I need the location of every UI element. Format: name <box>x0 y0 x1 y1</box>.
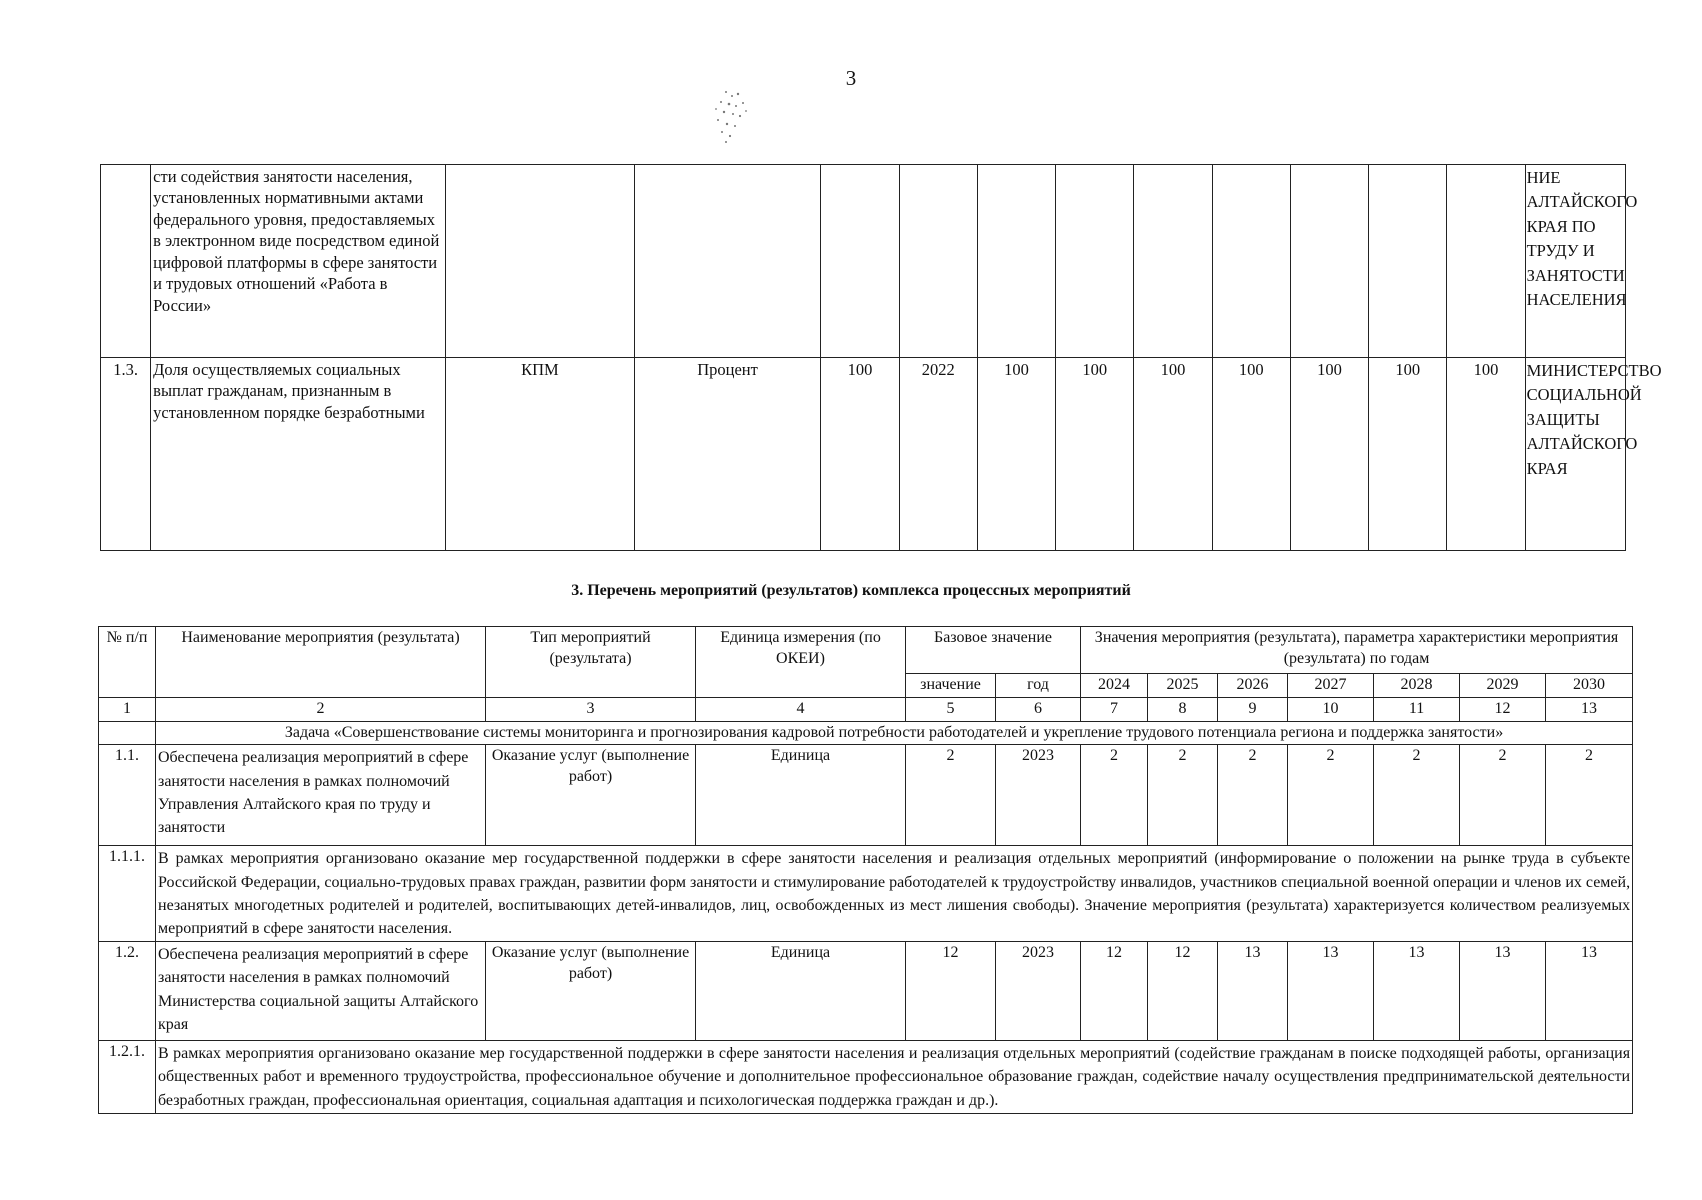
header-year-2028: 2028 <box>1374 674 1460 698</box>
item-value-2030: 2 <box>1546 745 1633 846</box>
header-name: Наименование мероприятия (результата) <box>156 627 486 698</box>
value-2027 <box>1212 165 1290 358</box>
column-number: 6 <box>996 697 1081 721</box>
header-num: № п/п <box>99 627 156 698</box>
value-2024: 100 <box>977 358 1055 551</box>
column-number: 2 <box>156 697 486 721</box>
table-row <box>99 745 1633 846</box>
indicator-name: Доля осуществляемых социальных выплат гражданам, признанным в установленном порядке безработными <box>151 358 446 551</box>
column-number: 13 <box>1546 697 1633 721</box>
indicator-name: сти содействия занятости населения, установленных нормативными актами федерального уровня, предоставляемых в электронном виде посредством единой цифровой платформы в сфере занятости и трудовых отношений «Работа в России» <box>151 165 446 358</box>
stamp-dots <box>696 84 766 154</box>
item-base-value: 12 <box>906 942 996 1041</box>
item-value-2025: 2 <box>1148 745 1218 846</box>
header-year-2024: 2024 <box>1081 674 1148 698</box>
item-number: 1.2. <box>99 942 156 1041</box>
item-type: Оказание услуг (выполнение работ) <box>486 745 696 846</box>
header-values: Значения мероприятия (результата), параметра характеристики мероприятия (результата) по годам <box>1081 627 1633 674</box>
description-text: В рамках мероприятия организовано оказание мер государственной поддержки в сфере занятости населения и реализация отдельных мероприятий (информирование о положении на рынке труда в субъекте Российской Федерации, социально-трудовых правах граждан, развитии форм занятости и стимулирование работодателей к трудоустройству инвалидов, участников специальной военной операции и членов их семей, незанятых многодетных родителей и родителей, воспитывающих детей-инвалидов, лиц, освобожденных из мест лишения свободы). Значение мероприятия (результата) характеризуется количеством реализуемых мероприятий в сфере занятости населения. <box>156 846 1633 942</box>
item-number: 1.1. <box>99 745 156 846</box>
item-value-2027: 13 <box>1288 942 1374 1041</box>
description-text: В рамках мероприятия организовано оказание мер государственной поддержки в сфере занятости населения и реализация отдельных мероприятий (содействие гражданам в поиске подходящей работы, организация общественных работ и временного трудоустройства, профессиональное обучение и дополнительное профессиональное образование граждан, содействие началу осуществления предпринимательской деятельности безработных граждан, профессиональная ориентация, социальная адаптация и психологическая поддержка граждан и др.). <box>156 1041 1633 1114</box>
description-number: 1.1.1. <box>99 846 156 942</box>
column-number: 1 <box>99 697 156 721</box>
indicator-unit <box>634 165 821 358</box>
row-number: 1.3. <box>101 358 151 551</box>
item-value-2024: 12 <box>1081 942 1148 1041</box>
item-value-2030: 13 <box>1546 942 1633 1041</box>
description-number: 1.2.1. <box>99 1041 156 1114</box>
item-value-2026: 2 <box>1218 745 1288 846</box>
item-value-2025: 12 <box>1148 942 1218 1041</box>
header-base-value: значение <box>906 674 996 698</box>
task-title: Задача «Совершенствование системы мониторинга и прогнозирования кадровой потребности работодателей и укрепление трудового потенциала региона и поддержка занятости» <box>156 721 1633 745</box>
item-name: Обеспечена реализация мероприятий в сфере занятости населения в рамках полномочий Министерства социальной защиты Алтайского края <box>156 942 486 1041</box>
base-value: 100 <box>821 358 899 551</box>
value-2025: 100 <box>1056 358 1134 551</box>
header-year-2025: 2025 <box>1148 674 1218 698</box>
section-title: 3. Перечень мероприятий (результатов) комплекса процессных мероприятий <box>571 582 1131 599</box>
header-year-2030: 2030 <box>1546 674 1633 698</box>
table-row <box>101 358 1626 551</box>
item-base-year: 2023 <box>996 942 1081 1041</box>
item-value-2028: 2 <box>1374 745 1460 846</box>
item-unit: Единица <box>696 745 906 846</box>
column-number-row <box>99 697 1633 721</box>
task-row <box>99 721 1633 745</box>
measures-table <box>98 626 1633 1114</box>
base-year: 2022 <box>899 358 977 551</box>
header-row <box>99 627 1633 674</box>
value-2029 <box>1369 165 1447 358</box>
item-value-2029: 13 <box>1460 942 1546 1041</box>
description-row <box>99 1041 1633 1114</box>
value-2029: 100 <box>1369 358 1447 551</box>
responsible: НИЕ АЛТАЙСКОГО КРАЯ ПО ТРУДУ И ЗАНЯТОСТИ НАСЕЛЕНИЯ <box>1525 165 1625 358</box>
item-value-2026: 13 <box>1218 942 1288 1041</box>
column-number: 4 <box>696 697 906 721</box>
value-2027: 100 <box>1212 358 1290 551</box>
value-2030: 100 <box>1447 358 1525 551</box>
item-type: Оказание услуг (выполнение работ) <box>486 942 696 1041</box>
item-base-year: 2023 <box>996 745 1081 846</box>
indicator-unit: Процент <box>634 358 821 551</box>
item-value-2027: 2 <box>1288 745 1374 846</box>
responsible: МИНИСТЕРСТВО СОЦИАЛЬНОЙ ЗАЩИТЫ АЛТАЙСКОГО КРАЯ <box>1525 358 1625 551</box>
description-row <box>99 846 1633 942</box>
column-number: 12 <box>1460 697 1546 721</box>
column-number: 7 <box>1081 697 1148 721</box>
base-value <box>821 165 899 358</box>
header-year-2029: 2029 <box>1460 674 1546 698</box>
value-2028: 100 <box>1290 358 1368 551</box>
header-type: Тип мероприятий (результата) <box>486 627 696 698</box>
value-2030 <box>1447 165 1525 358</box>
value-2024 <box>977 165 1055 358</box>
value-2026 <box>1134 165 1212 358</box>
column-number: 11 <box>1374 697 1460 721</box>
value-2028 <box>1290 165 1368 358</box>
item-name: Обеспечена реализация мероприятий в сфере занятости населения в рамках полномочий Управления Алтайского края по труду и занятости <box>156 745 486 846</box>
header-year-2027: 2027 <box>1288 674 1374 698</box>
column-number: 5 <box>906 697 996 721</box>
indicators-table <box>100 164 1662 551</box>
header-base-year: год <box>996 674 1081 698</box>
item-unit: Единица <box>696 942 906 1041</box>
item-value-2028: 13 <box>1374 942 1460 1041</box>
header-base: Базовое значение <box>906 627 1081 674</box>
row-number <box>101 165 151 358</box>
column-number: 8 <box>1148 697 1218 721</box>
item-value-2024: 2 <box>1081 745 1148 846</box>
column-number: 3 <box>486 697 696 721</box>
header-unit: Единица измерения (по ОКЕИ) <box>696 627 906 698</box>
table-row <box>99 942 1633 1041</box>
value-2026: 100 <box>1134 358 1212 551</box>
header-year-2026: 2026 <box>1218 674 1288 698</box>
item-value-2029: 2 <box>1460 745 1546 846</box>
table-row <box>101 165 1626 358</box>
item-base-value: 2 <box>906 745 996 846</box>
column-number: 9 <box>1218 697 1288 721</box>
column-number: 10 <box>1288 697 1374 721</box>
value-2025 <box>1056 165 1134 358</box>
indicator-level: КПМ <box>446 358 635 551</box>
indicator-level <box>446 165 635 358</box>
page-number: 3 <box>845 66 857 90</box>
base-year <box>899 165 977 358</box>
